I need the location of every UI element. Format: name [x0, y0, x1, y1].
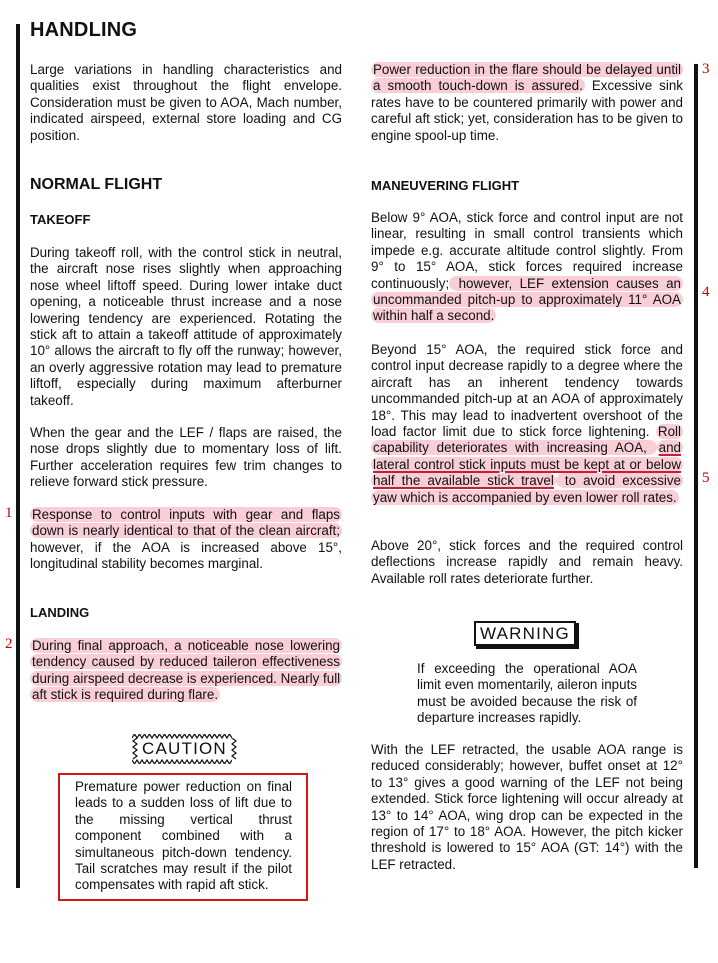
takeoff-heading: TAKEOFF — [30, 212, 91, 227]
highlight-1: Response to control inputs with gear and flaps down is nearly identical to that of the clean aircraft; — [32, 507, 340, 539]
maneuvering-flight-heading: MANEUVERING FLIGHT — [371, 178, 520, 193]
page-title: HANDLING — [30, 19, 138, 41]
takeoff-paragraph-1: During takeoff roll, with the control stick in neutral, the aircraft nose rises slightly when approaching nose wheel liftoff speed. During lower intake duct opening, a noticeable thrust increase and a nose lowering tendency are experienced. Rotating the stick aft to attain a takeoff attitude of approximately 10° allows the aircraft to fly off the runway; however, an overly aggressive rotation may lead to premature liftoff, especially during maximum afterburner takeoff. — [30, 245, 342, 408]
annotation-4: 4 — [702, 284, 710, 300]
intro-paragraph: Large variations in handling characteristics and qualities exist throughout the flight envelope. Consideration must be given to AOA, Mach number, indicated airspeed, external store loading and CG position. — [30, 62, 342, 143]
takeoff-paragraph-2: When the gear and the LEF / flaps are raised, the nose drops slightly due to momentary loss of lift. Further acceleration requires few trim changes to relieve forward stick pressure. — [30, 425, 342, 490]
highlight-4: however, LEF extension causes an uncommanded pitch-up to approximately 11° AOA within half a second. — [373, 275, 681, 324]
caution-text: Premature power reduction on final leads to a sudden loss of lift due to the missing vertical thrust component combined with a simultaneous pitch-down tendency. Tail scratches may result if the pilot compensates with rapid aft stick. — [75, 779, 292, 893]
change-bar-right — [694, 64, 698, 868]
caution-zigzag-top — [132, 734, 232, 739]
landing-paragraph — [30, 638, 342, 704]
highlight-2: During final approach, a noticeable nose lowering tendency caused by reduced taileron effectiveness during airspeed decrease is experienced. Nearly full aft stick is required during flare. — [32, 638, 341, 703]
annotation-3: 3 — [702, 61, 710, 77]
lef-paragraph: With the LEF retracted, the usable AOA range is reduced considerably; however, buffet onset at 12° to 13° gives a good warning of the LEF not being extended. Stick force lightening will occur already at 13° to 14° AOA, wing drop can be expected in the region of 17° to 18° AOA. However, the pitch kicker threshold is lowered to 15° AOA (GT: 14°) with the LEF retracted. — [371, 742, 683, 872]
highlight-3: Power reduction in the flare should be delayed until a smooth touch-down is assured. — [373, 62, 681, 94]
highlight-5a: Roll capability deteriorates with increasing AOA, — [373, 424, 681, 456]
caution-label — [132, 738, 237, 760]
landing-heading: LANDING — [30, 605, 90, 620]
warning-text: If exceeding the operational AOA limit even momentarily, aileron inputs must be avoided because the risk of departure increases rapidly. — [417, 661, 637, 726]
annotation-2: 2 — [5, 636, 13, 652]
caution-text-label: CAUTION — [142, 739, 227, 758]
normal-flight-heading: NORMAL FLIGHT — [30, 176, 163, 193]
maneuvering-paragraph-3: Above 20°, stick forces and the required control deflections increase rapidly and remain heavy. Available roll rates deteriorate further. — [371, 538, 683, 586]
underlined-stick-inputs: and lateral control stick inputs must be kept at or below half the available stick travel — [373, 440, 681, 489]
flare-paragraph: Power reduction in the flare should be delayed until a smooth touch-down is assured. Excessive sink rates have to be countered primarily with power and careful aft stick; yet, consideration has to be given to engine spool-up time. — [371, 62, 683, 143]
annotation-5: 5 — [702, 470, 710, 486]
annotation-1: 1 — [5, 505, 13, 521]
change-bar-left — [16, 24, 20, 888]
caution-zigzag-left — [132, 738, 138, 760]
maneuvering-paragraph-2: Beyond 15° AOA, the required stick force and control input decrease rapidly to a degree where the aircraft has an inherent tendency towards uncommanded pitch-up at an AOA of approximately 18°. This may lead to inadvertent overshoot of the load factor limit due to stick force lightening. Roll capability deteriorates with increasing AOA, and lateral control stick inputs must be kept at or below half the available stick travel to avoid excessive yaw which is accompanied by even lower roll rates. — [371, 342, 683, 505]
caution-zigzag-right — [231, 738, 237, 760]
warning-label: WARNING — [474, 621, 576, 646]
takeoff-paragraph-3: Response to control inputs with gear and flaps down is nearly identical to that of the clean aircraft; however, if the AOA is increased above 15°, longitudinal stability becomes marginal. — [30, 507, 342, 572]
caution-zigzag-bottom — [132, 759, 232, 764]
maneuvering-paragraph-1: Below 9° AOA, stick force and control input are not linear, resulting in small control transients which impede e.g. accurate altitude control slightly. From 9° to 15° AOA, stick forces required increase continuously; however, LEF extension causes an uncommanded pitch-up to approximately 11° AOA within half a second. — [371, 210, 683, 324]
highlight-5b: to avoid excessive yaw which is accompanied by even lower roll rates. — [373, 473, 682, 505]
